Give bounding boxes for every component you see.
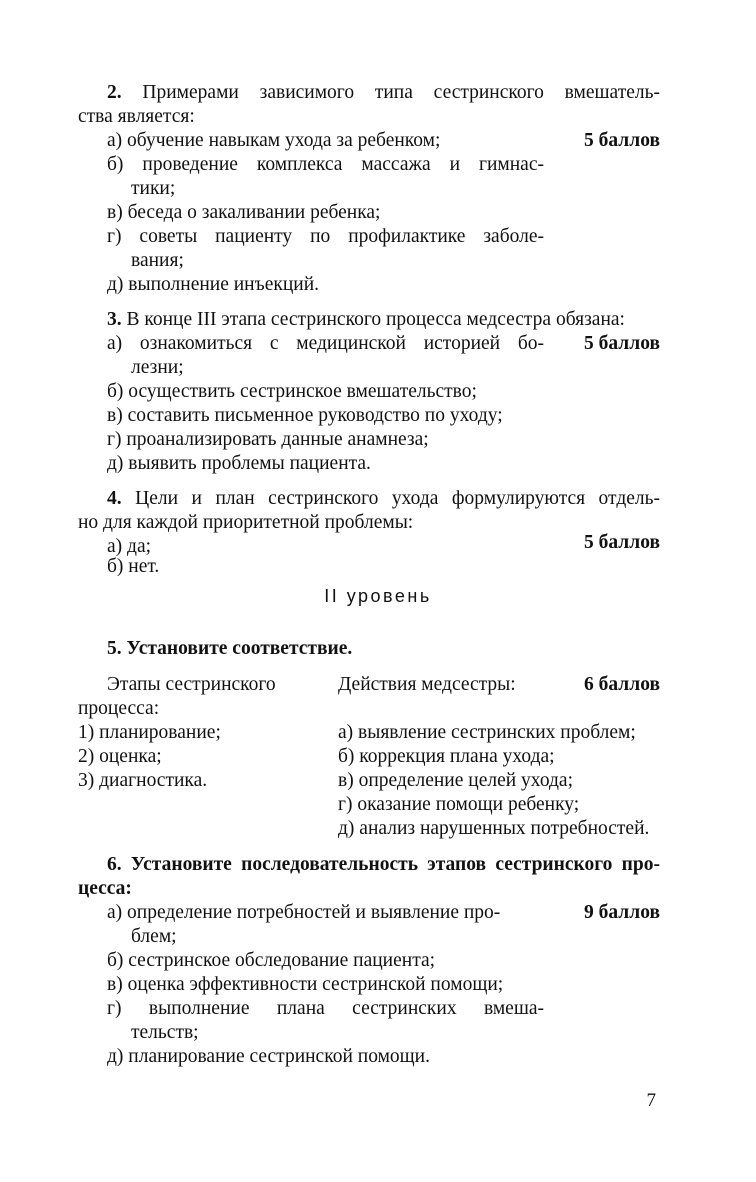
q6-title-line1: 6. Установите последовательность этапов сестринского про- xyxy=(107,854,660,875)
q2-stem-line1 xyxy=(107,81,660,105)
q2-number: 2. xyxy=(107,82,122,103)
q2-option-g-line2: вания; xyxy=(131,250,184,271)
q4-points: 5 баллов xyxy=(584,532,660,553)
q5-right-item: г) оказание помощи ребенку; xyxy=(338,794,580,815)
q5-right-item: б) коррекция плана ухода; xyxy=(338,746,555,767)
q4-number: 4. xyxy=(107,488,122,509)
q3-points: 5 баллов xyxy=(584,333,660,354)
q2-option-b-line2: тики; xyxy=(131,178,176,199)
q5-right-item: д) анализ нарушенных потребностей. xyxy=(338,818,650,839)
level-heading: II уровень xyxy=(324,586,432,606)
q3-option-b: б) осуществить сестринское вмешательство; xyxy=(107,381,477,402)
q4-option-b: б) нет. xyxy=(107,556,160,577)
q3-number: 3. xyxy=(107,309,122,330)
q2-option-d: д) выполнение инъекций. xyxy=(107,274,320,295)
q5-left-header-line1: Этапы сестринского xyxy=(107,674,276,695)
q5-left-item: 2) оценка; xyxy=(78,746,162,767)
q6-option-v: в) оценка эффективности сестринской помощи; xyxy=(107,974,504,995)
q5-left-item: 3) диагностика. xyxy=(78,770,208,791)
q6-option-a-line1: а) определение потребностей и выявление про- xyxy=(107,902,501,923)
q6-points: 9 баллов xyxy=(584,902,660,923)
q4-stem-line1 xyxy=(107,487,660,511)
q4-stem-text: Цели и план сестринского ухода формулируются отдель- xyxy=(135,488,661,509)
q5-right-item: в) определение целей ухода; xyxy=(338,770,573,791)
q2-stem-text: Примерами зависимого типа сестринского вмешатель- xyxy=(142,82,661,103)
q3-option-a-line2: лезни; xyxy=(131,357,184,378)
q3-option-d: д) выявить проблемы пациента. xyxy=(107,453,371,474)
q6-option-a-line2: блем; xyxy=(131,926,177,947)
q2-option-v: в) беседа о закаливании ребенка; xyxy=(107,202,381,223)
q5-title: 5. Установите соответствие. xyxy=(107,638,353,659)
q5-points: 6 баллов xyxy=(584,674,660,695)
q3-stem-text: В конце III этапа сестринского процесса медсестра обязана: xyxy=(126,309,625,330)
q3-option-a-line1: а) ознакомиться с медицинской историей бо- xyxy=(107,333,544,354)
q3-stem xyxy=(107,308,625,332)
q2-option-g-line1: г) советы пациенту по профилактике заболе- xyxy=(107,226,544,247)
q2-option-b-line1: б) проведение комплекса массажа и гимнас- xyxy=(107,154,544,175)
q4-stem-line2: но для каждой приоритетной проблемы: xyxy=(78,512,414,533)
q3-option-g: г) проанализировать данные анамнеза; xyxy=(107,429,429,450)
q6-option-g-line2: тельств; xyxy=(131,1022,199,1043)
q6-option-d: д) планирование сестринской помощи. xyxy=(107,1046,430,1067)
q5-left-header-line2: процесса: xyxy=(78,698,160,719)
q6-option-g-line1: г) выполнение плана сестринских вмеша- xyxy=(107,998,544,1019)
q5-right-header: Действия медсестры: xyxy=(338,674,516,695)
q2-stem-line2: ства является: xyxy=(78,106,195,127)
q5-right-item: а) выявление сестринских проблем; xyxy=(338,722,636,743)
q6-title-line2: цесса: xyxy=(78,878,132,899)
q6-option-b: б) сестринское обследование пациента; xyxy=(107,950,436,971)
q2-option-a: а) обучение навыкам ухода за ребенком; xyxy=(107,130,441,151)
q5-left-item: 1) планирование; xyxy=(78,722,221,743)
q2-points: 5 баллов xyxy=(584,130,660,151)
q3-option-v: в) составить письменное руководство по уходу; xyxy=(107,405,503,426)
page-number: 7 xyxy=(646,1090,656,1111)
q4-option-a: а) да; xyxy=(107,536,152,557)
